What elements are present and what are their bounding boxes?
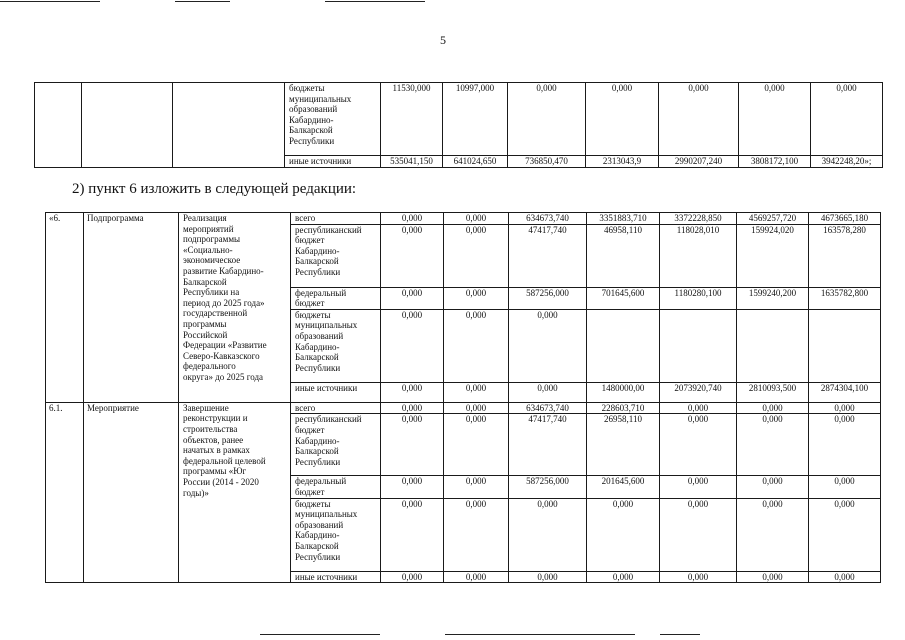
value-cell: 3808172,100 xyxy=(739,156,811,168)
value-cell: 634673,740 xyxy=(509,213,587,225)
value-cell: 2990207,240 xyxy=(659,156,739,168)
item-number: «6. xyxy=(46,213,84,403)
table-row xyxy=(35,83,883,156)
item-name: Реализация мероприятий подпрограммы «Социально- экономическое развитие Кабардино- Балкарской Республики на период до 2025 года» государственной программы Российской Федерации «Развитие Северо-Кавказского федерального округа» до 2025 года xyxy=(179,213,291,403)
value-cell: 0,000 xyxy=(381,309,444,382)
value-cell: 1180280,100 xyxy=(660,287,737,309)
table-row xyxy=(46,402,881,414)
value-cell: 0,000 xyxy=(809,498,881,571)
value-cell: 47417,740 xyxy=(509,414,587,476)
value-cell: 47417,740 xyxy=(509,224,587,287)
value-cell: 0,000 xyxy=(737,402,809,414)
value-cell: 0,000 xyxy=(381,498,444,571)
value-cell: 0,000 xyxy=(381,382,444,402)
source-cell: иные источники xyxy=(291,571,381,583)
page-number: 5 xyxy=(440,33,446,47)
value-cell: 0,000 xyxy=(737,571,809,583)
value-cell: 159924,020 xyxy=(737,224,809,287)
value-cell: 4569257,720 xyxy=(737,213,809,225)
source-cell: всего xyxy=(291,402,381,414)
source-cell: бюджеты муниципальных образований Кабардино- Балкарской Республики xyxy=(291,309,381,382)
value-cell: 0,000 xyxy=(444,476,509,498)
source-cell: бюджеты муниципальных образований Кабардино- Балкарской Республики xyxy=(285,83,381,156)
value-cell: 0,000 xyxy=(444,213,509,225)
value-cell: 2073920,740 xyxy=(660,382,737,402)
scan-artifact xyxy=(445,634,635,635)
value-cell: 26958,110 xyxy=(587,414,660,476)
value-cell: 0,000 xyxy=(509,309,587,382)
value-cell: 163578,280 xyxy=(809,224,881,287)
value-cell: 0,000 xyxy=(381,287,444,309)
value-cell: 0,000 xyxy=(739,83,811,156)
source-cell: республиканский бюджет Кабардино- Балкарской Республики xyxy=(291,224,381,287)
source-cell: иные источники xyxy=(291,382,381,402)
item-status: Мероприятие xyxy=(84,402,179,582)
scan-artifact xyxy=(0,1,100,2)
value-cell: 0,000 xyxy=(444,382,509,402)
value-cell: 701645,600 xyxy=(587,287,660,309)
source-cell: федеральный бюджет xyxy=(291,476,381,498)
value-cell: 3942248,20»; xyxy=(811,156,883,168)
value-cell: 0,000 xyxy=(509,382,587,402)
value-cell: 118028,010 xyxy=(660,224,737,287)
table-row xyxy=(46,213,881,225)
item-status: Подпрограмма xyxy=(84,213,179,403)
value-cell: 11530,000 xyxy=(381,83,443,156)
empty-cell-name xyxy=(173,83,285,168)
scan-artifact xyxy=(175,1,230,2)
source-cell: республиканский бюджет Кабардино- Балкарской Республики xyxy=(291,414,381,476)
value-cell: 0,000 xyxy=(381,402,444,414)
source-cell: бюджеты муниципальных образований Кабардино- Балкарской Республики xyxy=(291,498,381,571)
value-cell: 10997,000 xyxy=(443,83,508,156)
scan-artifact xyxy=(660,634,700,635)
value-cell: 0,000 xyxy=(381,476,444,498)
value-cell: 736850,470 xyxy=(508,156,586,168)
value-cell: 4673665,180 xyxy=(809,213,881,225)
value-cell: 1635782,800 xyxy=(809,287,881,309)
value-cell: 0,000 xyxy=(737,498,809,571)
value-cell: 0,000 xyxy=(509,571,587,583)
source-cell: всего xyxy=(291,213,381,225)
value-cell: 201645,600 xyxy=(587,476,660,498)
table-main xyxy=(45,212,881,583)
value-cell xyxy=(737,309,809,382)
value-cell: 2874304,100 xyxy=(809,382,881,402)
value-cell: 0,000 xyxy=(444,309,509,382)
section-heading: 2) пункт 6 изложить в следующей редакции: xyxy=(72,181,357,197)
value-cell: 0,000 xyxy=(809,571,881,583)
scan-artifact xyxy=(325,1,425,2)
value-cell xyxy=(660,309,737,382)
scan-artifact xyxy=(260,634,380,635)
value-cell: 0,000 xyxy=(381,571,444,583)
source-cell: иные источники xyxy=(285,156,381,168)
value-cell: 0,000 xyxy=(660,498,737,571)
value-cell: 0,000 xyxy=(811,83,883,156)
value-cell: 0,000 xyxy=(444,224,509,287)
empty-cell-number xyxy=(35,83,82,168)
value-cell xyxy=(809,309,881,382)
value-cell: 0,000 xyxy=(660,402,737,414)
value-cell: 0,000 xyxy=(660,571,737,583)
value-cell: 0,000 xyxy=(660,414,737,476)
value-cell: 0,000 xyxy=(587,498,660,571)
table-continuation xyxy=(34,82,883,168)
item-name: Завершение реконструкции и строительства объектов, ранее начатых в рамках федеральной целевой программы «Юг России (2014 - 2020 годы)» xyxy=(179,402,291,582)
value-cell: 228603,710 xyxy=(587,402,660,414)
value-cell: 587256,000 xyxy=(509,476,587,498)
value-cell: 0,000 xyxy=(444,414,509,476)
value-cell: 0,000 xyxy=(809,402,881,414)
value-cell: 641024,650 xyxy=(443,156,508,168)
value-cell: 0,000 xyxy=(509,498,587,571)
value-cell: 535041,150 xyxy=(381,156,443,168)
value-cell: 0,000 xyxy=(587,571,660,583)
item-number: 6.1. xyxy=(46,402,84,582)
source-cell: федеральный бюджет xyxy=(291,287,381,309)
value-cell: 3351883,710 xyxy=(587,213,660,225)
value-cell: 0,000 xyxy=(444,402,509,414)
value-cell: 46958,110 xyxy=(587,224,660,287)
value-cell: 0,000 xyxy=(444,571,509,583)
value-cell xyxy=(587,309,660,382)
value-cell: 1599240,200 xyxy=(737,287,809,309)
value-cell: 0,000 xyxy=(659,83,739,156)
value-cell: 0,000 xyxy=(381,414,444,476)
value-cell: 2810093,500 xyxy=(737,382,809,402)
value-cell: 0,000 xyxy=(737,414,809,476)
value-cell: 0,000 xyxy=(809,414,881,476)
empty-cell-status xyxy=(82,83,173,168)
value-cell: 0,000 xyxy=(809,476,881,498)
value-cell: 0,000 xyxy=(737,476,809,498)
value-cell: 0,000 xyxy=(381,224,444,287)
value-cell: 634673,740 xyxy=(509,402,587,414)
table-continuation-body xyxy=(35,83,883,168)
value-cell: 0,000 xyxy=(586,83,659,156)
value-cell: 0,000 xyxy=(444,498,509,571)
value-cell: 3372228,850 xyxy=(660,213,737,225)
value-cell: 587256,000 xyxy=(509,287,587,309)
value-cell: 0,000 xyxy=(444,287,509,309)
value-cell: 0,000 xyxy=(508,83,586,156)
value-cell: 2313043,9 xyxy=(586,156,659,168)
value-cell: 0,000 xyxy=(381,213,444,225)
value-cell: 1480000,00 xyxy=(587,382,660,402)
table-main-body xyxy=(46,213,881,583)
value-cell: 0,000 xyxy=(660,476,737,498)
